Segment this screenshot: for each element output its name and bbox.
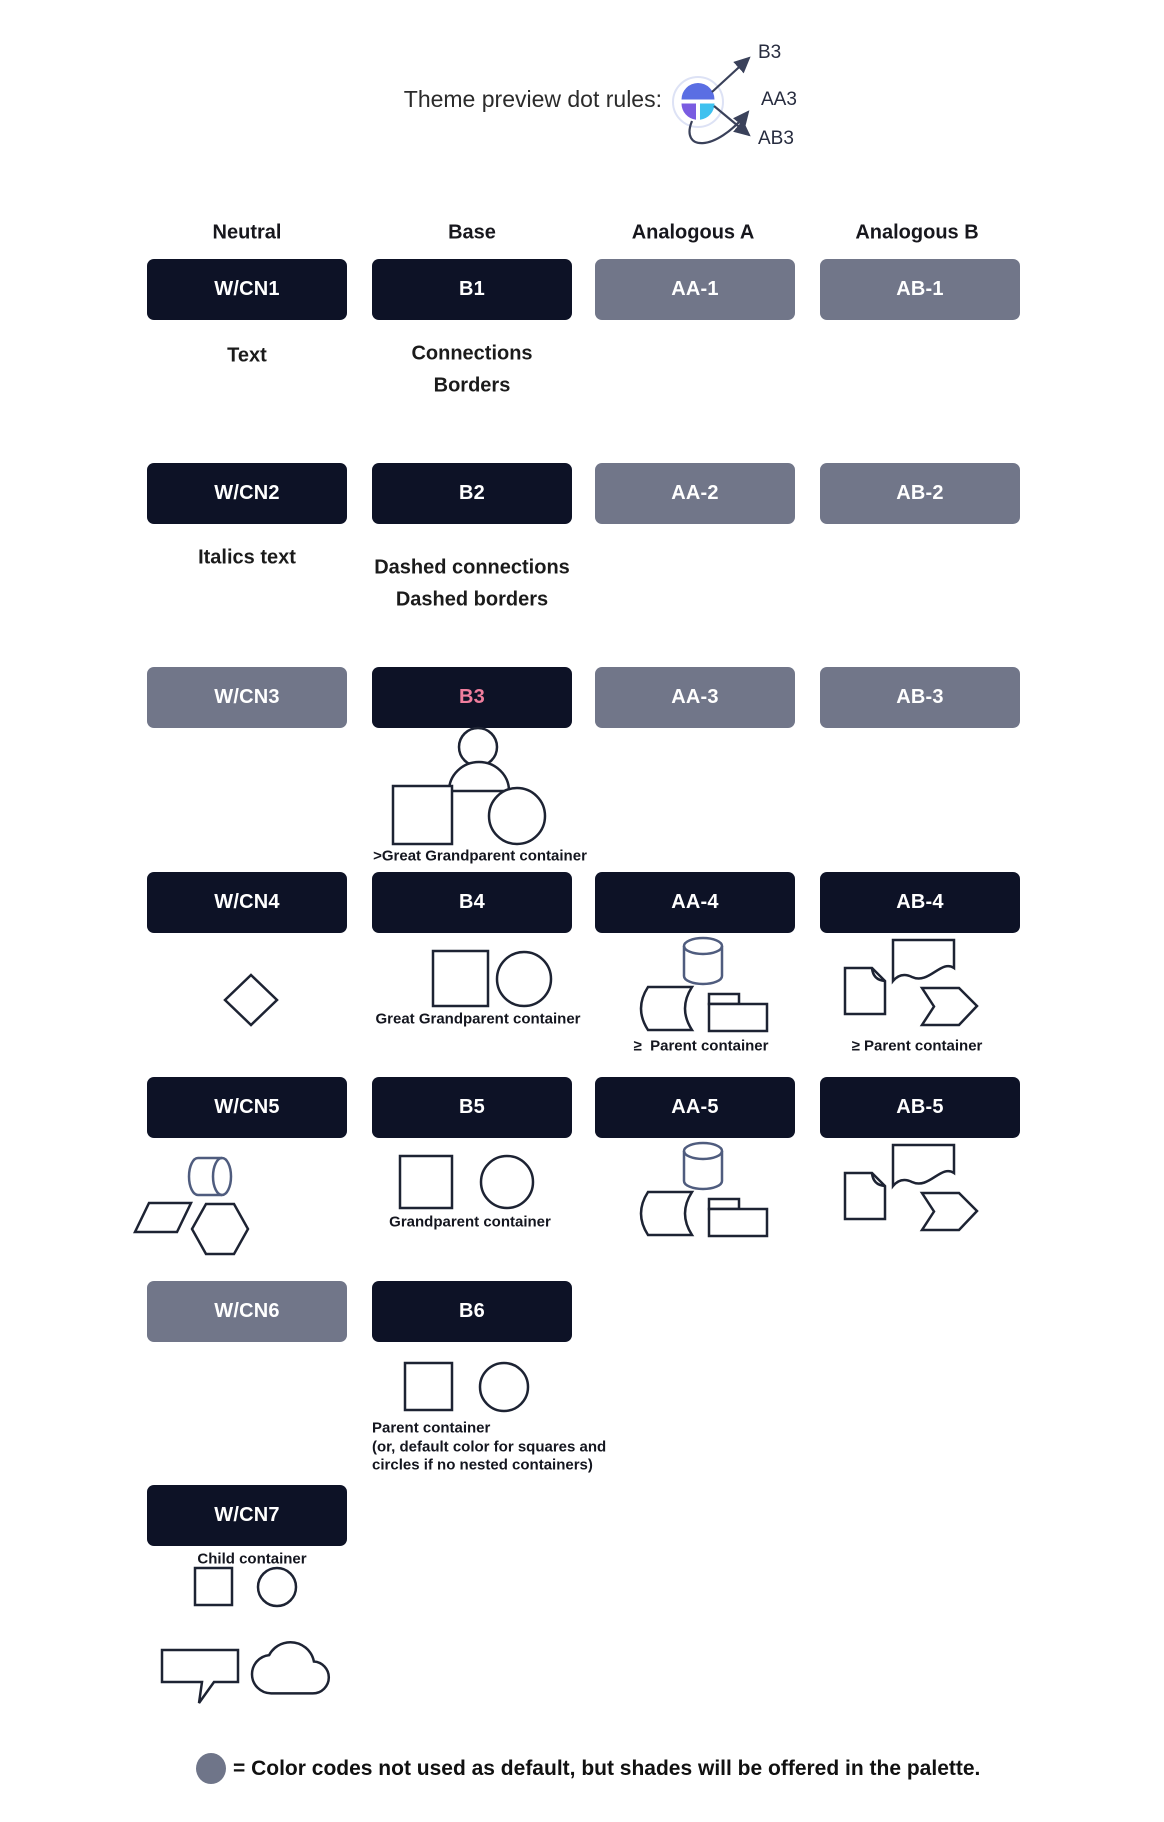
square-icon: [393, 786, 452, 844]
caption-borders: Borders: [433, 374, 511, 397]
swatch-wcn1: W/CN1: [147, 259, 347, 320]
caption-connections: Connections: [411, 342, 533, 365]
swatch-wcn2: W/CN2: [147, 463, 347, 524]
caption-text: Text: [227, 344, 267, 367]
square-icon: [195, 1568, 232, 1605]
caption-b6-line2: (or, default color for squares and: [372, 1438, 607, 1456]
tabbed-card-icon: [709, 994, 739, 1004]
swatch-wcn4: W/CN4: [147, 872, 347, 933]
dot-label-ab3: AB3: [758, 128, 794, 149]
ab5-shape-cluster: [845, 1145, 977, 1230]
cloud-icon: [252, 1642, 329, 1693]
arrow-to-ab3: [714, 106, 749, 135]
wcn5-cylinder: [189, 1158, 231, 1195]
cylinder-icon: [684, 1151, 722, 1189]
caption-ab4-shapes: ≥ Parent container: [851, 1037, 983, 1055]
swatch-b3: B3: [372, 667, 572, 728]
caption-b4-shapes: Great Grandparent container: [375, 1010, 581, 1028]
swatch-b6: B6: [372, 1281, 572, 1342]
diamond-icon: [225, 975, 277, 1025]
circle-icon: [480, 1363, 528, 1411]
b4-shape-cluster: [433, 951, 551, 1006]
hexagon-icon: [192, 1204, 248, 1254]
caption-b3-shapes: >Great Grandparent container: [373, 847, 587, 865]
b6-shape-cluster: [405, 1363, 528, 1411]
circle-icon: [489, 788, 545, 844]
swatch-aa1: AA-1: [595, 259, 795, 320]
dot-label-b3: B3: [758, 42, 782, 63]
swatch-aa4: AA-4: [595, 872, 795, 933]
swatch-b2: B2: [372, 463, 572, 524]
dot-label-aa3: AA3: [761, 89, 797, 110]
circle-icon: [497, 952, 551, 1006]
caption-b5-shapes: Grandparent container: [389, 1213, 551, 1231]
person-icon: [459, 728, 497, 766]
swatch-ab4: AB-4: [820, 872, 1020, 933]
person-icon: [449, 762, 509, 791]
legend-dot-icon: [196, 1753, 226, 1784]
swatch-ab1: AB-1: [820, 259, 1020, 320]
column-header-analogous-b: Analogous B: [855, 221, 979, 244]
column-header-analogous-a: Analogous A: [631, 221, 755, 244]
caption-dashed-borders: Dashed borders: [395, 588, 549, 611]
stored-data-icon: [641, 1192, 692, 1235]
circle-icon: [258, 1568, 296, 1606]
wavy-document-icon: [893, 1145, 954, 1186]
wcn7-extra-shapes: [162, 1642, 329, 1703]
caption-aa4-shapes: ≥ Parent container: [633, 1037, 769, 1055]
tabbed-card-icon: [709, 1209, 767, 1236]
swatch-wcn3: W/CN3: [147, 667, 347, 728]
b5-shape-cluster: [400, 1156, 533, 1208]
swatch-b4: B4: [372, 872, 572, 933]
stored-data-icon: [641, 987, 692, 1030]
chevron-icon: [922, 988, 977, 1025]
caption-italics-text: Italics text: [198, 546, 296, 569]
page-title: Theme preview dot rules:: [403, 86, 662, 112]
arrow-to-b3: [712, 58, 749, 92]
caption-dashed-connections: Dashed connections: [374, 556, 570, 579]
cylinder-icon: [684, 938, 722, 954]
wcn7-shape-cluster: [195, 1568, 296, 1606]
ab4-shape-cluster: [845, 940, 977, 1025]
legend-text: = Color codes not used as default, but shades will be offered in the palette.: [233, 1757, 981, 1780]
swatch-wcn7: W/CN7: [147, 1485, 347, 1546]
swatch-ab3: AB-3: [820, 667, 1020, 728]
b3-shape-cluster: [393, 728, 545, 844]
dot-segment-analogous-a: [700, 104, 715, 120]
dot-segment-base: [682, 83, 715, 100]
swatch-wcn5: W/CN5: [147, 1077, 347, 1138]
swatch-b5: B5: [372, 1077, 572, 1138]
swatch-aa5: AA-5: [595, 1077, 795, 1138]
swatch-wcn6: W/CN6: [147, 1281, 347, 1342]
square-icon: [405, 1363, 452, 1410]
document-fold: [872, 1173, 885, 1186]
aa4-shape-cluster: [641, 987, 767, 1031]
document-fold: [872, 968, 885, 981]
aa5-cylinder: [684, 1143, 722, 1189]
wcn5-shape-cluster: [135, 1203, 248, 1254]
caption-b6-line3: circles if no nested containers): [372, 1456, 593, 1474]
speech-bubble-icon: [162, 1650, 238, 1703]
arrow-to-aa3: [690, 112, 748, 143]
square-icon: [400, 1156, 452, 1208]
swatch-aa2: AA-2: [595, 463, 795, 524]
swatch-aa3: AA-3: [595, 667, 795, 728]
swatch-b1: B1: [372, 259, 572, 320]
document-icon: [845, 1173, 885, 1219]
aa5-shape-cluster: [641, 1192, 767, 1236]
caption-b6-line1: Parent container: [372, 1419, 491, 1437]
cylinder-icon: [684, 1143, 722, 1159]
circle-icon: [481, 1156, 533, 1208]
parallelogram-icon: [135, 1203, 191, 1232]
tabbed-card-icon: [709, 1199, 739, 1209]
column-header-neutral: Neutral: [212, 221, 282, 244]
cylinder-icon: [189, 1158, 222, 1195]
wavy-document-icon: [893, 940, 954, 981]
cylinder-icon: [684, 946, 722, 984]
swatch-ab5: AB-5: [820, 1077, 1020, 1138]
cylinder-icon: [213, 1158, 231, 1195]
tabbed-card-icon: [709, 1004, 767, 1031]
chevron-icon: [922, 1193, 977, 1230]
swatch-ab2: AB-2: [820, 463, 1020, 524]
theme-dot-icon: [673, 77, 723, 127]
caption-wcn7-shapes: Child container: [197, 1550, 307, 1568]
dot-segment-analogous-b: [682, 104, 697, 120]
document-icon: [845, 968, 885, 1014]
square-icon: [433, 951, 488, 1006]
column-header-base: Base: [448, 221, 496, 244]
aa4-cylinder: [684, 938, 722, 984]
dot-rule-arrows: [690, 58, 749, 143]
